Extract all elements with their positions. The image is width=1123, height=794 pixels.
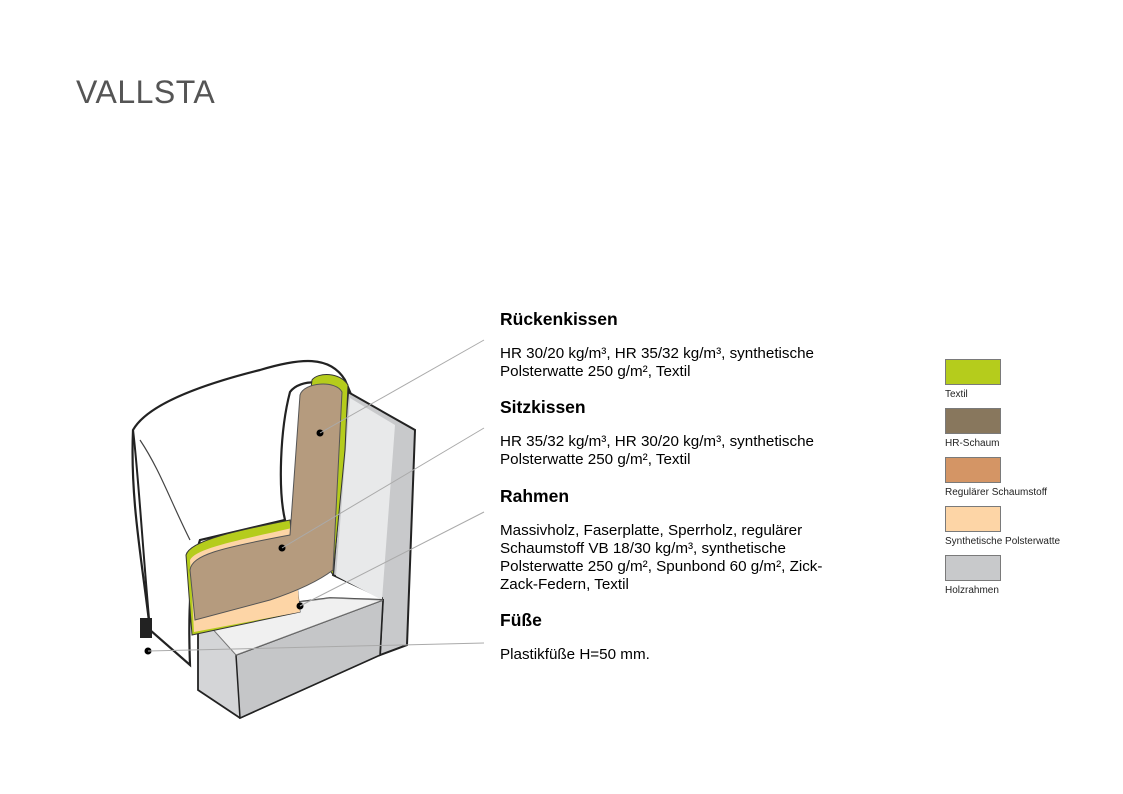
legend-item (945, 408, 1060, 457)
legend-label: Regulärer Schaumstoff (945, 487, 1048, 498)
legend-item (945, 457, 1060, 506)
legend-label: HR-Schaum (945, 438, 1000, 449)
legend-item (945, 555, 1060, 604)
sofa-foot (140, 618, 152, 638)
section-heading: Rückenkissen (500, 309, 618, 329)
legend-swatch (945, 408, 1001, 434)
legend-swatch (945, 555, 1001, 581)
legend-swatch (945, 359, 1001, 385)
section-back-cushion (500, 309, 860, 381)
legend-item (945, 359, 1060, 408)
section-text: Plastikfüße H=50 mm. (500, 646, 650, 663)
section-frame (500, 486, 860, 594)
legend-swatch (945, 457, 1001, 483)
legend-label: Textil (945, 389, 968, 400)
legend-label: Holzrahmen (945, 585, 999, 596)
legend-item (945, 506, 1060, 555)
section-text: HR 30/20 kg/m³, HR 35/32 kg/m³, synthetische Polsterwatte 250 g/m², Textil (500, 345, 814, 380)
section-text: HR 35/32 kg/m³, HR 30/20 kg/m³, synthetische Polsterwatte 250 g/m², Textil (500, 433, 814, 468)
section-heading: Rahmen (500, 486, 570, 506)
legend-label: Synthetische Polsterwatte (945, 536, 1061, 547)
section-seat-cushion (500, 397, 860, 469)
material-legend (945, 359, 1060, 604)
page-title: VALLSTA (76, 74, 216, 110)
section-heading: Füße (500, 610, 542, 630)
section-text: Massivholz, Faserplatte, Sperrholz, regulärer Schaumstoff VB 18/30 kg/m³, synthetische Polsterwatte 250 g/m², Spunbond 60 g/m², Zick-Zack-Federn, Textil (500, 522, 823, 593)
section-feet (500, 610, 860, 664)
section-heading: Sitzkissen (500, 397, 586, 417)
legend-swatch (945, 506, 1001, 532)
